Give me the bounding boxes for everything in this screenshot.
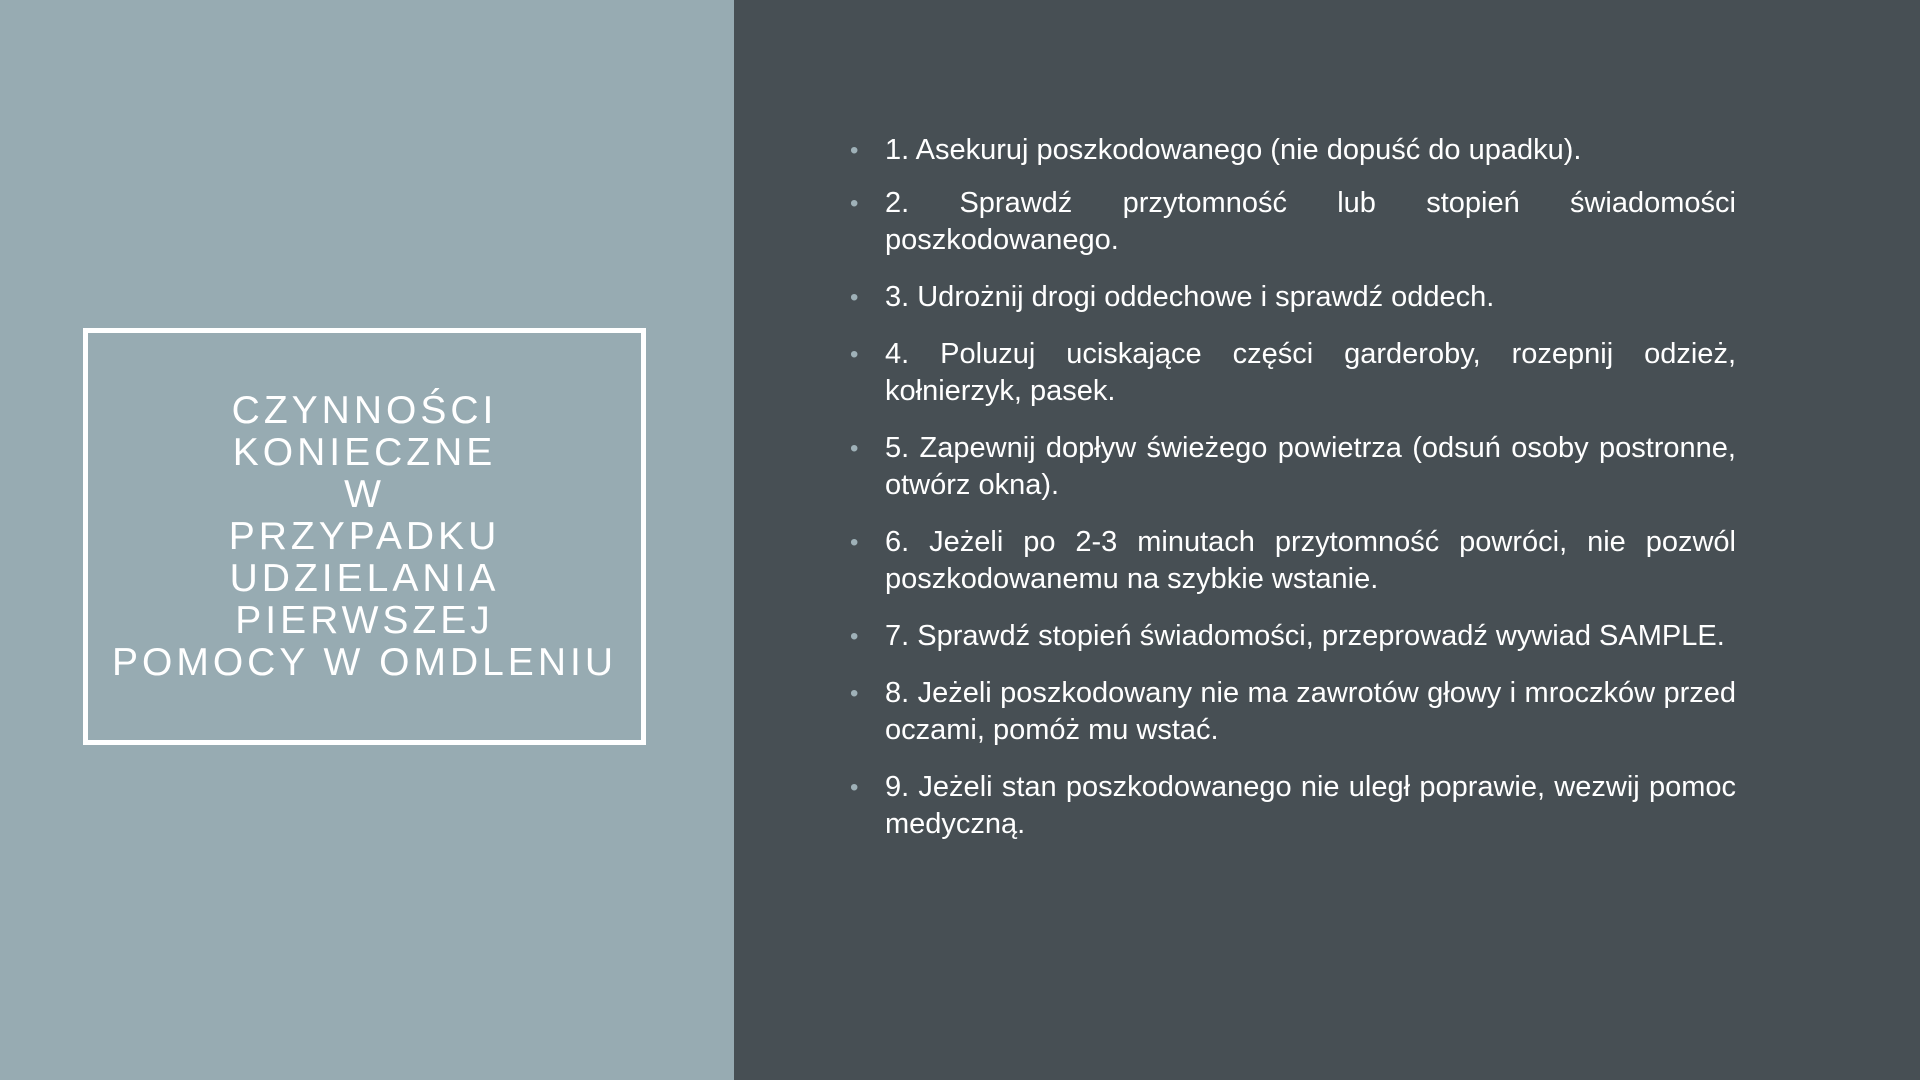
- bullet-icon: •: [850, 435, 859, 462]
- list-item: [850, 524, 1736, 598]
- list-item: [850, 336, 1736, 410]
- list-item: [850, 618, 1736, 655]
- step-text: 1. Asekuruj poszkodowanego (nie dopuść do upadku).: [885, 134, 1582, 166]
- slide-title: [88, 390, 641, 684]
- step-text: 4. Poluzuj uciskające części garderoby, rozepnij odzież, kołnierzyk, pasek.: [885, 338, 1736, 407]
- step-text: 2. Sprawdź przytomność lub stopień świadomości poszkodowanego.: [885, 187, 1736, 256]
- bullet-icon: •: [850, 137, 859, 164]
- title-line: CZYNNOŚCI: [231, 388, 498, 432]
- step-text: 6. Jeżeli po 2-3 minutach przytomność powróci, nie pozwól poszkodowanemu na szybkie wstanie.: [885, 526, 1736, 595]
- list-item: [850, 675, 1736, 749]
- list-item: [850, 185, 1736, 259]
- title-line: KONIECZNE: [232, 430, 497, 474]
- bullet-icon: •: [850, 623, 859, 650]
- step-text: 8. Jeżeli poszkodowany nie ma zawrotów głowy i mroczków przed oczami, pomóż mu wstać.: [885, 677, 1736, 746]
- title-line: POMOCY W OMDLENIU: [112, 640, 617, 684]
- list-item: [850, 279, 1736, 316]
- bullet-icon: •: [850, 284, 859, 311]
- bullet-icon: •: [850, 529, 859, 556]
- step-text: 3. Udrożnij drogi oddechowe i sprawdź oddech.: [885, 281, 1495, 313]
- bullet-icon: •: [850, 341, 859, 368]
- title-line: UDZIELANIA PIERWSZEJ: [229, 556, 500, 642]
- step-text: 7. Sprawdź stopień świadomości, przeprowadź wywiad SAMPLE.: [885, 620, 1725, 652]
- step-text: 9. Jeżeli stan poszkodowanego nie uległ poprawie, wezwij pomoc medyczną.: [885, 771, 1736, 840]
- title-line: PRZYPADKU: [228, 514, 501, 558]
- steps-list: [850, 132, 1736, 843]
- title-box: [83, 328, 646, 745]
- left-panel: [0, 0, 734, 1080]
- step-text: 5. Zapewnij dopływ świeżego powietrza (odsuń osoby postronne, otwórz okna).: [885, 432, 1736, 501]
- bullet-icon: •: [850, 190, 859, 217]
- list-item: [850, 132, 1736, 169]
- bullet-icon: •: [850, 774, 859, 801]
- list-item: [850, 769, 1736, 843]
- list-item: [850, 430, 1736, 504]
- bullet-icon: •: [850, 680, 859, 707]
- title-line: W: [344, 472, 385, 516]
